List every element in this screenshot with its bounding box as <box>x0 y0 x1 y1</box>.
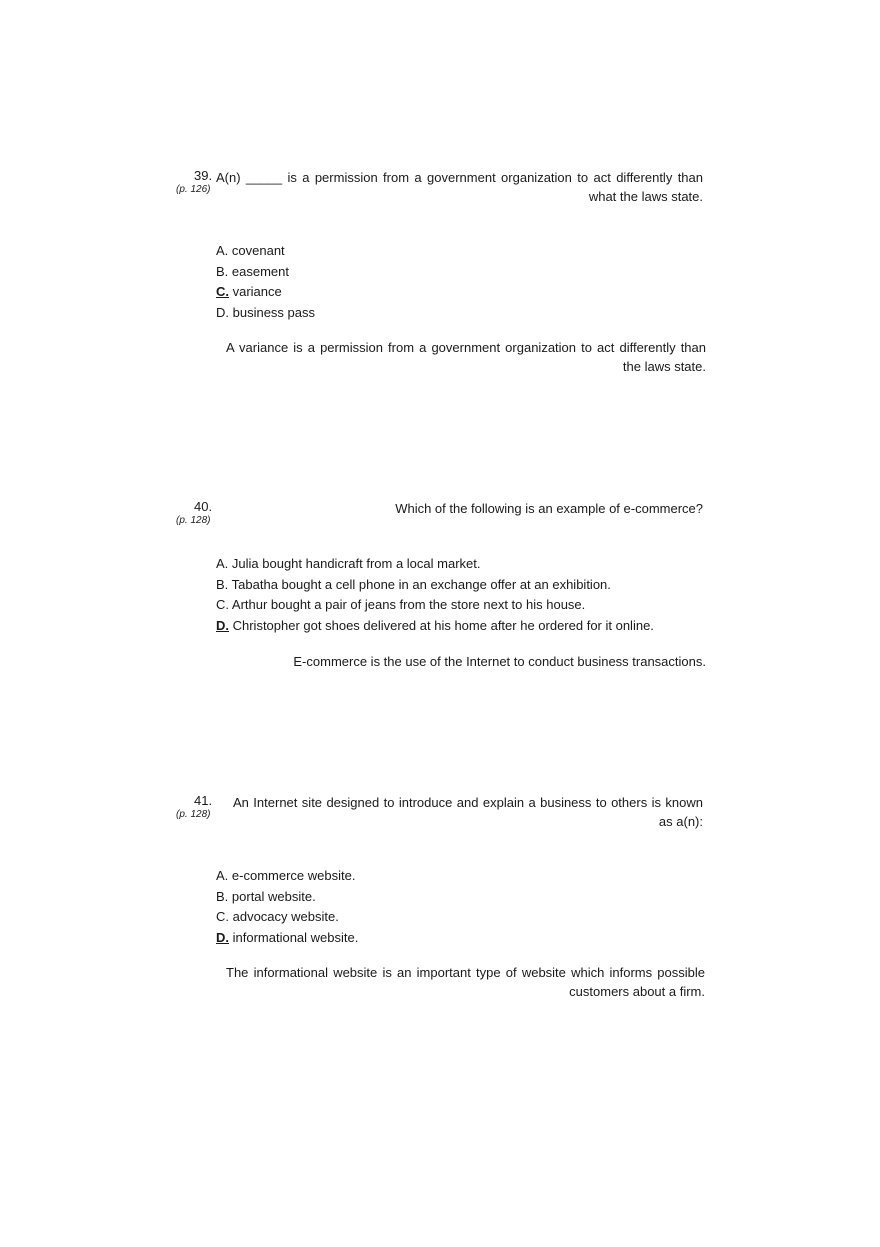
question-text: A(n) _____ is a permission from a government organization to act differently than what the laws state. <box>216 170 703 204</box>
page-reference: (p. 128) <box>176 515 211 526</box>
choice-text: easement <box>228 263 289 279</box>
choice-c <box>216 907 736 928</box>
choices-39 <box>216 241 736 323</box>
choice-text: Julia bought handicraft from a local market. <box>228 556 481 571</box>
choice-text: Christopher got shoes delivered at his home after he ordered for it online. <box>229 617 654 633</box>
question-text: An Internet site designed to introduce and explain a business to others is known as a(n): <box>233 795 703 829</box>
choice-text: Tabatha bought a cell phone in an exchange offer at an exhibition. <box>228 576 611 592</box>
choice-b <box>216 887 736 908</box>
choice-letter: C. <box>216 597 229 612</box>
question-text: Which of the following is an example of e-commerce? <box>395 501 703 516</box>
choice-letter: A. <box>216 868 229 883</box>
choice-text: variance <box>229 284 282 299</box>
choice-letter: B. <box>216 263 229 279</box>
choices-40 <box>216 554 736 636</box>
question-number: 39. <box>194 168 213 183</box>
page-reference: (p. 128) <box>176 809 211 820</box>
choice-a <box>216 241 736 262</box>
explanation-40: E-commerce is the use of the Internet to conduct business transactions. <box>293 654 706 669</box>
choice-letter-correct: D. <box>216 617 229 633</box>
choice-d <box>216 303 736 324</box>
question-number: 40. <box>194 499 213 514</box>
choice-letter: D. <box>216 304 229 320</box>
choice-d <box>216 616 736 637</box>
choice-letter: C. <box>216 909 229 924</box>
choice-text: informational website. <box>229 929 359 945</box>
choice-b <box>216 575 736 596</box>
choice-letter: B. <box>216 888 229 904</box>
choice-text: Arthur bought a pair of jeans from the store next to his house. <box>229 597 586 612</box>
choice-letter: B. <box>216 576 229 592</box>
choice-letter: A. <box>216 243 229 258</box>
choice-d <box>216 928 736 949</box>
question-number: 41. <box>194 793 213 808</box>
choice-b <box>216 262 736 283</box>
choice-a <box>216 866 736 887</box>
choice-c <box>216 595 736 616</box>
choice-letter-correct: C. <box>216 284 229 299</box>
choice-a <box>216 554 736 575</box>
page-reference: (p. 126) <box>176 184 211 195</box>
choice-letter-correct: D. <box>216 929 229 945</box>
choice-text: e-commerce website. <box>228 868 356 883</box>
choice-text: portal website. <box>228 888 316 904</box>
choice-c <box>216 282 736 303</box>
choice-text: business pass <box>229 304 315 320</box>
choice-letter: A. <box>216 556 229 571</box>
choices-41 <box>216 866 736 948</box>
choice-text: covenant <box>228 243 285 258</box>
choice-text: advocacy website. <box>229 909 339 924</box>
explanation-39: A variance is a permission from a government organization to act differently than the laws state. <box>226 340 706 374</box>
explanation-41: The informational website is an important type of website which informs possible customers about a firm. <box>226 965 705 999</box>
